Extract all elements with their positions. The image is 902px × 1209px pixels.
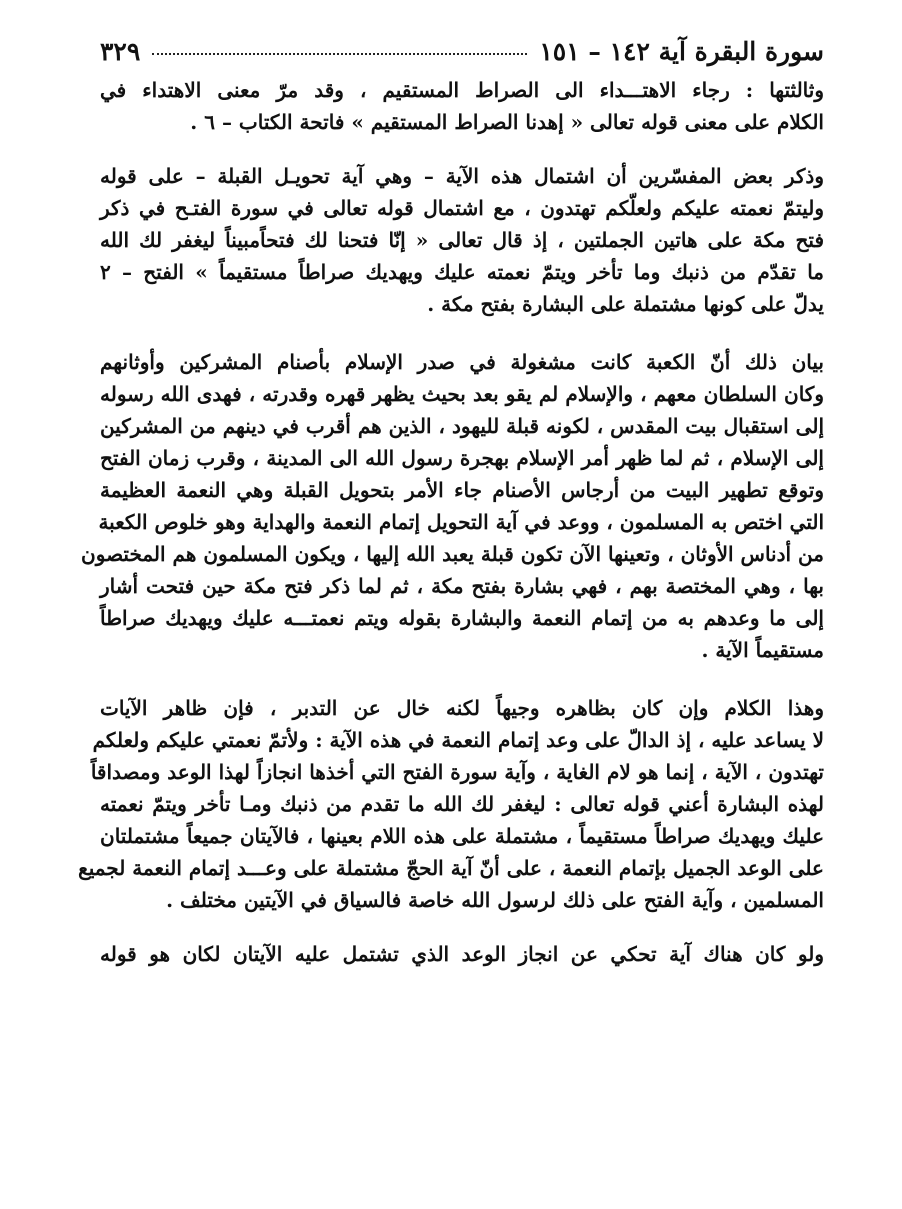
text-line: وليتمّ نعمته عليكم ولعلّكم تهتدون ، مع اشتمال قوله تعالى في سورة الفتـح في ذكر — [100, 196, 824, 220]
text-line: وتوقع تطهير البيت من أرجاس الأصنام جاء الأمر بتحويل القبلة وهي النعمة العظيمة — [100, 478, 824, 502]
text-line: فتح مكة على هاتين الجملتين ، إذ قال تعالى « إنّا فتحنا لك فتحاًمبيناً ليغفر لك الله — [100, 228, 824, 252]
text-line: لهذه البشارة أعني قوله تعالى : ليغفر لك الله ما تقدم من ذنبك ومـا تأخر ويتمّ نعمته — [100, 792, 824, 816]
text-line: بها ، وهي المختصة بهم ، فهي بشارة بفتح مكة ، ثم لما ذكر فتح مكة حين فتحت أشار — [100, 574, 824, 598]
text-line: لا يساعد عليه ، إذ الدالّ على وعد إتمام النعمة في هذه الآية : ولأتمّ نعمتي عليكم ولعلكم — [92, 728, 824, 752]
paragraph-conclusion — [100, 938, 824, 970]
paragraph-commentators — [100, 160, 824, 320]
text-line: التي اختص به المسلمون ، ووعد في آية التحويل إتمام النعمة والهداية وهو خلوص الكعبة — [98, 510, 824, 534]
page-number: ٣٢٩ — [100, 36, 141, 66]
paragraph-critique — [78, 692, 824, 916]
text-line: يدلّ على كونها مشتملة على البشارة بفتح مكة . — [427, 292, 824, 316]
text-line: إلى استقبال بيت المقدس ، لكونه قبلة لليهود ، الذين هم أقرب في دينهم من المشركين — [99, 414, 824, 438]
text-line: ما تقدّم من ذنبك وما تأخر ويتمّ نعمته عليك ويهديك صراطاً مستقيماً » الفتح – ٢ — [100, 260, 824, 284]
page-header — [100, 34, 824, 68]
text-line: وثالثتها : رجاء الاهتـــداء الى الصراط المستقيم ، وقد مرّ معنى الاهتداء في — [100, 78, 824, 102]
text-line: وكان السلطان معهم ، والإسلام لم يقو بعد بحيث يظهر قهره وقدرته ، فهدى الله رسوله — [100, 382, 824, 406]
text-line: إلى ما وعدهم به من إتمام النعمة والبشارة بقوله ويتم نعمتـــه عليك ويهديك صراطاً — [100, 606, 824, 630]
text-line: بيان ذلك أنّ الكعبة كانت مشغولة في صدر الإسلام بأصنام المشركين وأوثانهم — [100, 350, 824, 374]
paragraph-third-reason — [100, 74, 824, 138]
text-line: على الوعد الجميل بإتمام النعمة ، على أنّ آية الحجّ مشتملة على وعـــد إتمام النعمة لجميع — [78, 856, 824, 880]
paragraph-explanation — [81, 346, 824, 666]
text-line: إلى الإسلام ، ثم لما ظهر أمر الإسلام بهجرة رسول الله الى المدينة ، وقرب زمان الفتح — [100, 446, 824, 470]
text-line: عليك ويهديك صراطاً مستقيماً ، مشتملة على هذه اللام بعينها ، فالآيتان جميعاً مشتملتان — [100, 824, 824, 848]
text-line: الكلام على معنى قوله تعالى « إهدنا الصراط المستقيم » فاتحة الكتاب – ٦ . — [190, 110, 824, 134]
text-line: وذكر بعض المفسّرين أن اشتمال هذه الآية – وهي آية تحويـل القبلة – على قوله — [100, 164, 824, 188]
header-dotted-rule — [152, 53, 527, 55]
text-line: وهذا الكلام وإن كان بظاهره وجيهاً لكنه خال عن التدبر ، فإن ظاهر الآيات — [100, 696, 824, 720]
text-line: من أدناس الأوثان ، وتعينها الآن تكون قبلة يعبد الله إليها ، ويكون المسلمون هم المختصون — [81, 542, 824, 566]
text-line: ولو كان هناك آية تحكي عن انجاز الوعد الذي تشتمل عليه الآيتان لكان هو قوله — [100, 942, 824, 966]
text-line: المسلمين ، وآية الفتح على ذلك لرسول الله خاصة فالسياق في الآيتين مختلف . — [166, 888, 824, 912]
text-line: مستقيماً الآية . — [701, 638, 824, 662]
text-line: تهتدون ، الآية ، إنما هو لام الغاية ، وآية سورة الفتح التي أخذها انجازاً لهذا الوعد ومصداقاً — [90, 760, 824, 784]
running-title: سورة البقرة آية ١٤٢ – ١٥١ — [539, 36, 824, 66]
